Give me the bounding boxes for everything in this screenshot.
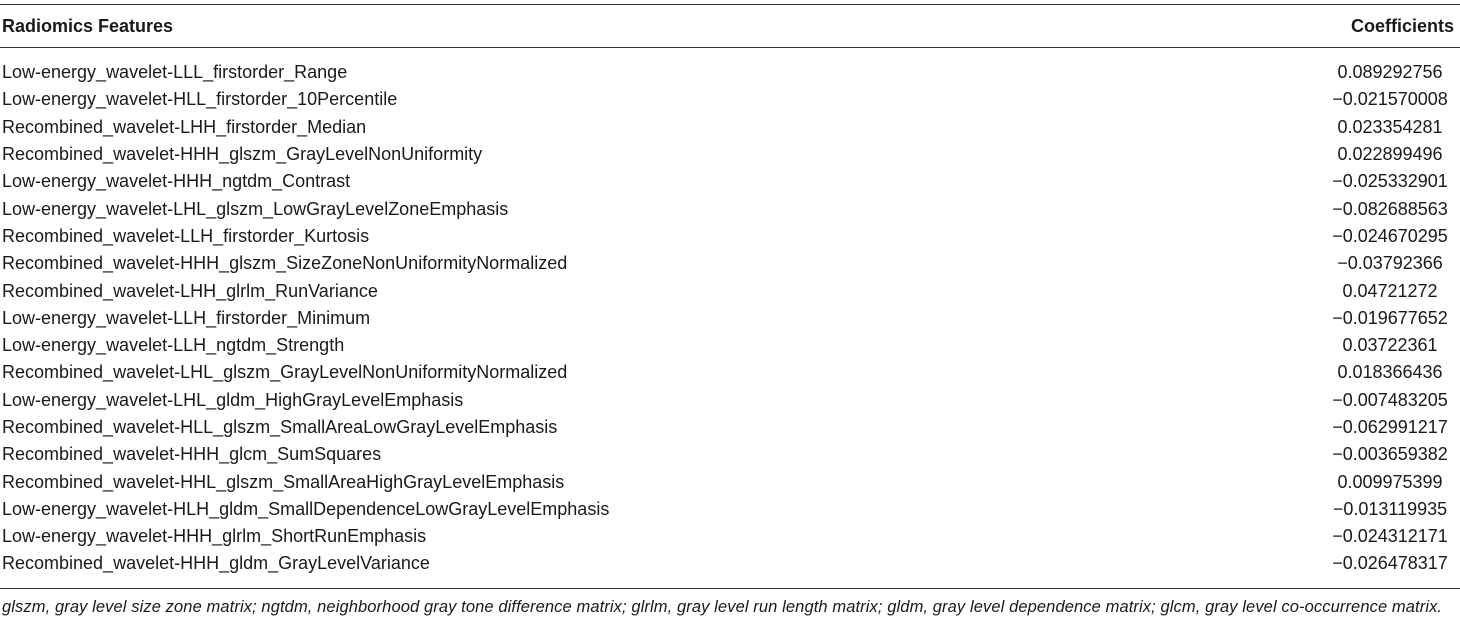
coefficient-cell: 0.018366436 <box>1337 362 1443 383</box>
feature-name-cell: Recombined_wavelet-LHL_glszm_GrayLevelNonUniformityNormalized <box>2 362 568 383</box>
coefficient-cell: −0.007483205 <box>1332 389 1448 410</box>
coefficient-cell: −0.082688563 <box>1332 198 1448 219</box>
table-row <box>0 86 1460 113</box>
header-radiomics-features: Radiomics Features <box>2 15 174 36</box>
feature-name-cell: Low-energy_wavelet-HLH_gldm_SmallDependenceLowGrayLevelEmphasis <box>2 498 610 519</box>
feature-name-cell: Recombined_wavelet-LLH_firstorder_Kurtosis <box>2 225 370 246</box>
table-row <box>0 168 1460 195</box>
coefficient-cell: −0.003659382 <box>1332 444 1448 465</box>
table-row <box>0 223 1460 250</box>
table-row <box>0 195 1460 222</box>
feature-name-cell: Low-energy_wavelet-HHH_ngtdm_Contrast <box>2 171 351 192</box>
radiomics-table <box>0 4 1460 617</box>
feature-name-cell: Recombined_wavelet-HHH_gldm_GrayLevelVariance <box>2 553 430 574</box>
table-row <box>0 141 1460 168</box>
table-row <box>0 387 1460 414</box>
coefficient-cell: −0.021570008 <box>1332 89 1448 110</box>
table-row <box>0 441 1460 468</box>
table-row <box>0 414 1460 441</box>
table-row <box>0 550 1460 577</box>
feature-name-cell: Recombined_wavelet-HHH_glszm_GrayLevelNonUniformity <box>2 144 483 165</box>
coefficient-cell: −0.062991217 <box>1332 417 1448 437</box>
table-row <box>0 359 1460 386</box>
coefficient-cell: −0.019677652 <box>1332 307 1448 328</box>
table-row <box>0 332 1460 359</box>
coefficient-cell: 0.03722361 <box>1342 335 1438 356</box>
coefficient-cell: 0.04721272 <box>1342 280 1438 301</box>
feature-name-cell: Low-energy_wavelet-LHL_glszm_LowGrayLevelZoneEmphasis <box>2 198 509 219</box>
table-row <box>0 305 1460 332</box>
coefficient-cell: −0.03792366 <box>1337 253 1443 274</box>
table-row <box>0 277 1460 304</box>
coefficient-cell: 0.022899496 <box>1337 144 1443 165</box>
table-row <box>0 250 1460 277</box>
feature-name-cell: Recombined_wavelet-LHH_firstorder_Median <box>2 116 367 137</box>
table-row <box>0 114 1460 141</box>
feature-name-cell: Recombined_wavelet-HLL_glszm_SmallAreaLowGrayLevelEmphasis <box>2 417 558 437</box>
coefficient-cell: 0.009975399 <box>1337 471 1443 492</box>
coefficient-cell: 0.023354281 <box>1337 116 1443 137</box>
table-row <box>0 523 1460 550</box>
feature-name-cell: Low-energy_wavelet-HLL_firstorder_10Percentile <box>2 89 398 110</box>
feature-name-cell: Recombined_wavelet-LHH_glrlm_RunVariance <box>2 280 378 301</box>
coefficient-cell: −0.025332901 <box>1332 171 1448 192</box>
table-row <box>0 496 1460 523</box>
coefficient-cell: −0.026478317 <box>1332 553 1448 574</box>
feature-name-cell: Low-energy_wavelet-HHH_glrlm_ShortRunEmphasis <box>2 526 427 547</box>
feature-name-cell: Recombined_wavelet-HHL_glszm_SmallAreaHighGrayLevelEmphasis <box>2 471 565 492</box>
feature-name-cell: Low-energy_wavelet-LHL_gldm_HighGrayLevelEmphasis <box>2 389 464 410</box>
table-header-row <box>0 5 1460 47</box>
coefficient-cell: 0.089292756 <box>1337 62 1443 83</box>
coefficient-cell: −0.013119935 <box>1332 498 1448 519</box>
table-row <box>0 59 1460 86</box>
feature-name-cell: Low-energy_wavelet-LLH_firstorder_Minimum <box>2 307 371 328</box>
feature-name-cell: Low-energy_wavelet-LLH_ngtdm_Strength <box>2 335 345 356</box>
table-footnote: glszm, gray level size zone matrix; ngtdm, neighborhood gray tone difference matrix; glrlm, gray level run length matrix; gldm, gray level dependence matrix; glcm, gray level co-occurrence matrix. <box>2 597 1443 616</box>
table-body <box>0 48 1460 578</box>
header-coefficients: Coefficients <box>1350 15 1454 36</box>
table-row <box>0 468 1460 495</box>
coefficient-cell: −0.024670295 <box>1332 225 1448 246</box>
feature-name-cell: Recombined_wavelet-HHH_glszm_SizeZoneNonUniformityNormalized <box>2 253 568 274</box>
feature-name-cell: Low-energy_wavelet-LLL_firstorder_Range <box>2 62 348 83</box>
feature-name-cell: Recombined_wavelet-HHH_glcm_SumSquares <box>2 444 382 465</box>
coefficient-cell: −0.024312171 <box>1332 526 1448 547</box>
